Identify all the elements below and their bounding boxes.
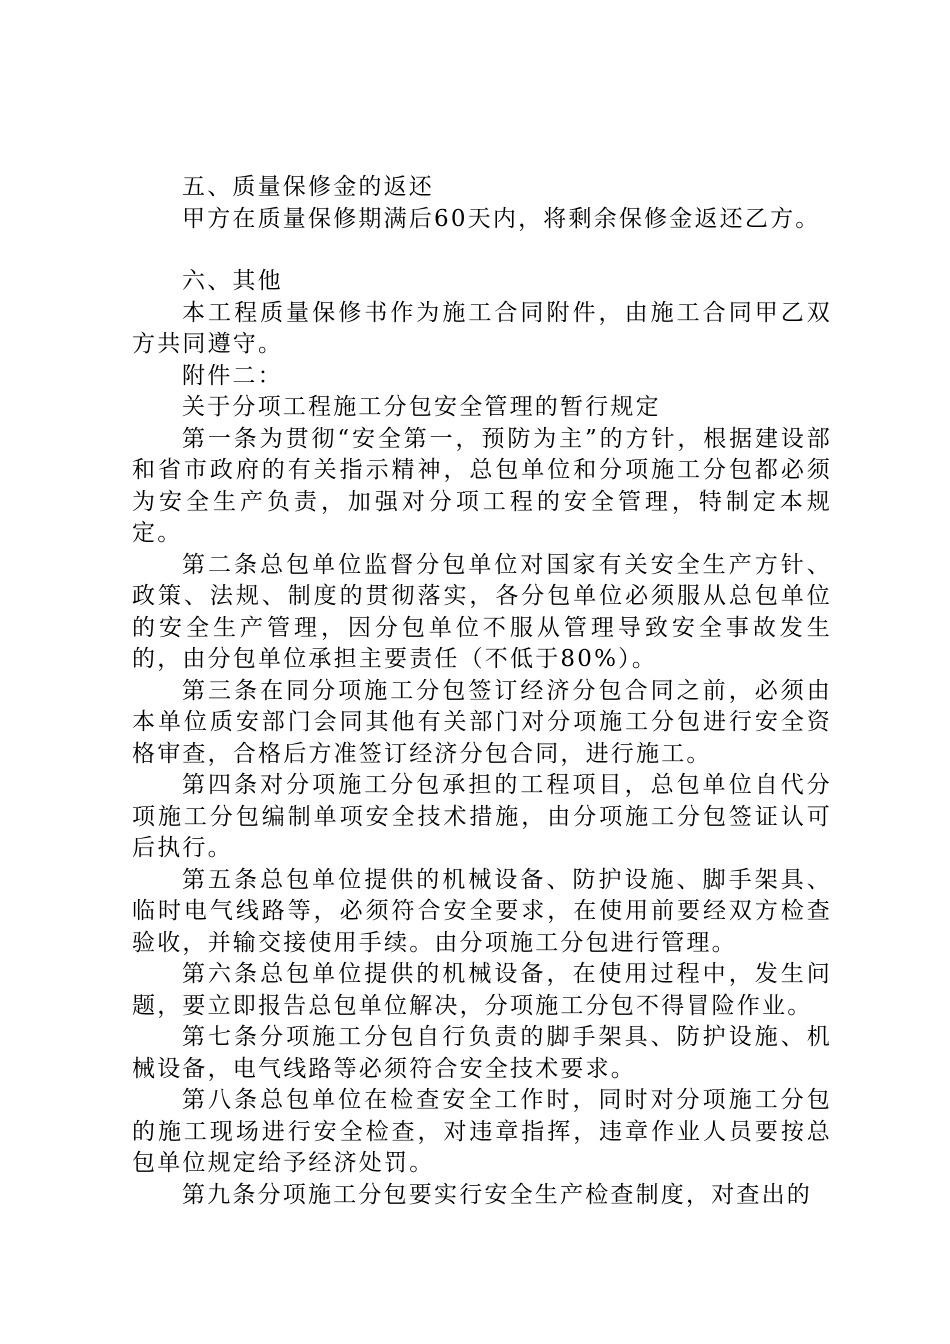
- article-6: 第六条总包单位提供的机械设备，在使用过程中，发生问题，要立即报告总包单位解决，分项施工分包不得冒险作业。: [132, 961, 832, 1019]
- document-body: [132, 172, 832, 1211]
- section-heading: 六、其他: [182, 268, 283, 294]
- article-5: 第五条总包单位提供的机械设备、防护设施、脚手架具、临时电气线路等，必须符合安全要求，在使用前要经双方检查验收，并输交接使用手续。由分项施工分包进行管理。: [132, 866, 832, 956]
- section-paragraph: 本工程质量保修书作为施工合同附件，由施工合同甲乙双方共同遵守。: [132, 299, 832, 357]
- article-3: 第三条在同分项施工分包签订经济分包合同之前，必须由本单位质安部门会同其他有关部门对分项施工分包进行安全资格审查，合格后方准签订经济分包合同，进行施工。: [132, 677, 832, 767]
- section-heading: 五、质量保修金的返还: [182, 174, 434, 200]
- section-paragraph: 甲方在质量保修期满后60天内，将剩余保修金返还乙方。: [182, 205, 821, 232]
- article-4: 第四条对分项施工分包承担的工程项目，总包单位自代分项施工分包编制单项安全技术措施，由分项施工分包签证认可后执行。: [132, 772, 832, 861]
- article-9: 第九条分项施工分包要实行安全生产检查制度，对查出的: [182, 1181, 812, 1208]
- attachment-title: 关于分项工程施工分包安全管理的暂行规定: [182, 394, 661, 420]
- article-1: 第一条为贯彻“安全第一，预防为主”的方针，根据建设部和省市政府的有关指示精神，总包单位和分项施工分包都必须为安全生产负责，加强对分项工程的安全管理，特制定本规定。: [132, 425, 832, 546]
- article-7: 第七条分项施工分包自行负责的脚手架具、防护设施、机械设备，电气线路等必须符合安全技术要求。: [132, 1024, 832, 1082]
- attachment-label: 附件二：: [182, 362, 283, 389]
- paragraph-spacer: [132, 235, 832, 266]
- article-8: 第八条总包单位在检查安全工作时，同时对分项施工分包的施工现场进行安全检查，对违章指挥，违章作业人员要按总包单位规定给予经济处罚。: [132, 1087, 832, 1176]
- article-2: 第二条总包单位监督分包单位对国家有关安全生产方针、政策、法规、制度的贯彻落实，各分包单位必须服从总包单位的安全生产管理，因分包单位不服从管理导致安全事故发生的，由分包单位承担主要责任（不低于80%）。: [132, 551, 832, 672]
